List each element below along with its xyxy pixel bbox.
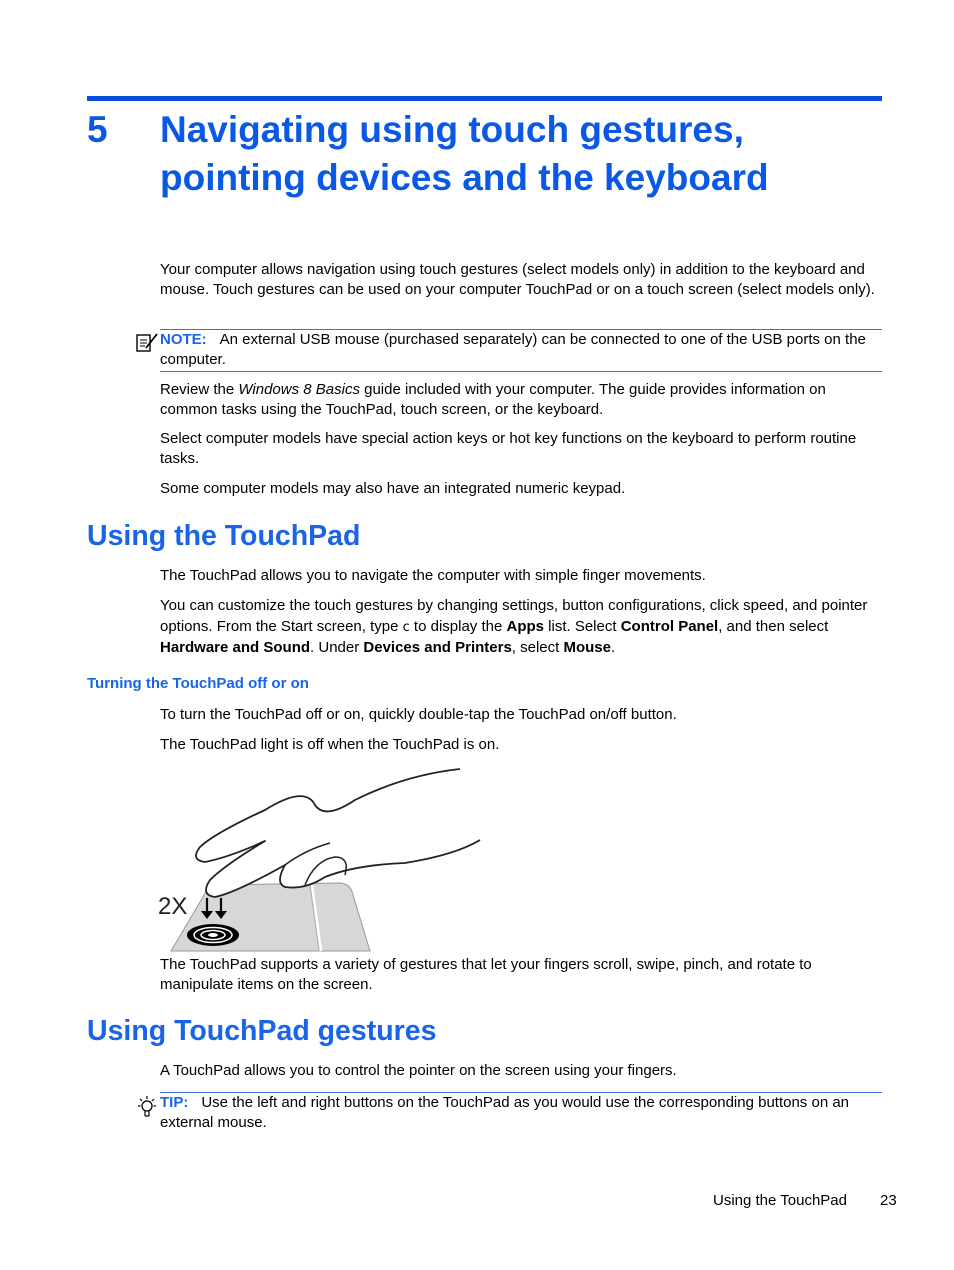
chapter-title-line2: pointing devices and the keyboard [160,157,769,198]
note-text: An external USB mouse (purchased separately) can be connected to one of the USB ports on the computer. [160,331,866,368]
devices-printers-term: Devices and Printers [363,639,512,656]
note-icon [135,332,159,354]
tip-text: Use the left and right buttons on the TouchPad as you would use the corresponding buttons on an external mouse. [160,1094,850,1131]
text: guide included with your computer. The guide provides information on common tasks using the TouchPad, touch screen, or the keyboard. [160,381,826,418]
mouse-term: Mouse [563,639,611,656]
gestures-intro-paragraph: A TouchPad allows you to control the pointer on the screen using your fingers. [160,1062,677,1079]
footer-page-number: 23 [880,1192,897,1209]
chapter-title [160,106,880,202]
windows-basics-paragraph [160,380,882,419]
text: Review the [160,381,239,398]
light-paragraph: The TouchPad light is off when the TouchPad is on. [160,736,500,753]
tip-label: TIP: [160,1094,189,1111]
chapter-rule [87,96,882,101]
customize-paragraph [160,596,882,659]
chapter-number: 5 [87,109,108,150]
hardware-sound-term: Hardware and Sound [160,639,311,656]
key-c: c [402,619,410,635]
text: to display the [409,617,507,635]
note-box [160,329,882,372]
action-keys-paragraph: Select computer models have special action keys or hot key functions on the keyboard to perform routine tasks. [160,430,857,467]
footer-section-title: Using the TouchPad [713,1192,847,1209]
guide-title: Windows 8 Basics [238,381,360,398]
tip-lightbulb-icon [136,1094,158,1120]
text: , and then select [718,617,829,635]
intro-paragraph: Your computer allows navigation using touch gestures (select models only) in addition to the keyboard and mouse. Touch gestures can be used on your computer TouchPad or on a touch screen (select models only). [160,261,875,298]
touchpad-illustration [155,765,485,955]
tip-box [160,1092,882,1132]
apps-term: Apps [506,617,544,635]
control-panel-term: Control Panel [620,617,719,635]
text: list. Select [544,617,621,635]
heading-using-touchpad: Using the TouchPad [87,520,361,552]
heading-turning-touchpad: Turning the TouchPad off or on [87,675,309,692]
double-tap-hand-image [155,765,485,955]
chapter-title-line1: Navigating using touch gestures, [160,109,744,150]
gestures-support-paragraph: The TouchPad supports a variety of gestures that let your fingers scroll, swipe, pinch, and rotate to manipulate items on the screen. [160,956,812,993]
text: . Under [310,639,364,656]
text: , select [511,639,564,656]
note-label: NOTE: [160,331,207,348]
text: . [611,639,616,656]
keypad-paragraph: Some computer models may also have an integrated numeric keypad. [160,480,626,497]
double-tap-paragraph: To turn the TouchPad off or on, quickly double-tap the TouchPad on/off button. [160,706,677,723]
text: You can customize the touch gestures by changing settings, button configurations, click speed, and pointer options. From the Start screen, type [160,597,868,635]
touchpad-intro-paragraph: The TouchPad allows you to navigate the computer with simple finger movements. [160,567,706,584]
double-tap-label: 2X [158,893,188,920]
heading-touchpad-gestures: Using TouchPad gestures [87,1015,437,1047]
